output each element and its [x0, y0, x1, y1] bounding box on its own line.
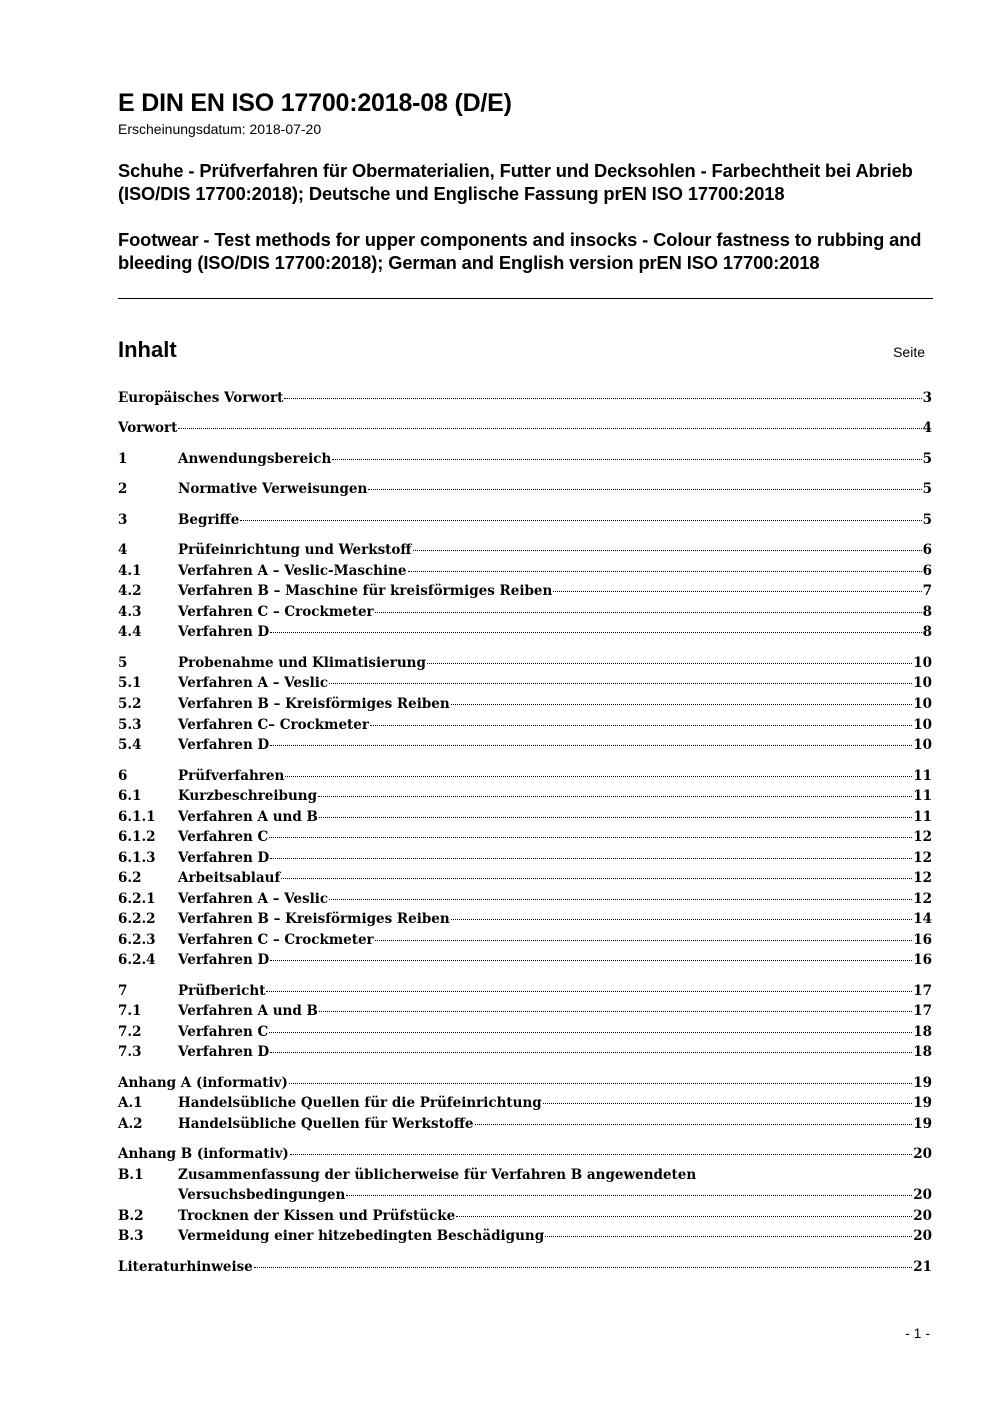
toc-leader-dots: [318, 796, 912, 797]
toc-leader-dots: [451, 704, 913, 705]
toc-leader-dots: [289, 1083, 912, 1084]
toc-entry-page: 12: [913, 829, 932, 845]
toc-entry-title: Verfahren A und B: [178, 809, 318, 825]
toc-leader-dots: [329, 683, 912, 684]
document-id: E DIN EN ISO 17700:2018-08 (D/E): [118, 89, 512, 117]
toc-leader-dots: [368, 489, 921, 490]
toc-entry-page: 10: [913, 655, 932, 671]
toc-entry[interactable]: [118, 768, 932, 788]
toc-leader-dots: [475, 1124, 913, 1125]
toc-leader-dots: [290, 1154, 912, 1155]
toc-entry-page: 3: [922, 390, 932, 406]
toc-entry-page: 16: [913, 932, 932, 948]
toc-entry-title: Anhang B (informativ): [118, 1146, 289, 1162]
toc-leader-dots: [178, 428, 921, 429]
toc-entry-number: 5.4: [118, 737, 142, 753]
toc-entry-page: 11: [913, 809, 932, 825]
toc-entry-page: 17: [913, 983, 932, 999]
toc-entry-page: 18: [913, 1044, 932, 1060]
toc-leader-dots: [269, 1032, 912, 1033]
toc-entry[interactable]: [118, 717, 932, 737]
toc-entry-page: 20: [913, 1228, 932, 1244]
toc-leader-dots: [240, 520, 921, 521]
toc-entry-number: 4: [118, 542, 128, 558]
toc-entry-number: 4.3: [118, 604, 142, 620]
toc-leader-dots: [545, 1236, 912, 1237]
toc-entry-title: Verfahren C: [178, 829, 269, 845]
toc-entry[interactable]: [118, 1044, 932, 1064]
toc-entry-page: 18: [913, 1024, 932, 1040]
toc-entry-number: 1: [118, 451, 128, 467]
toc-entry-page: 21: [913, 1259, 932, 1275]
toc-entry-title: Handelsübliche Quellen für die Prüfeinrichtung: [178, 1095, 542, 1111]
toc-entry-title: Kurzbeschreibung: [178, 788, 318, 804]
toc-entry[interactable]: [118, 481, 932, 501]
toc-entry-title: Probenahme und Klimatisierung: [178, 655, 426, 671]
toc-entry-page: 5: [922, 451, 932, 467]
toc-leader-dots: [284, 398, 921, 399]
toc-entry-page: 8: [922, 624, 932, 640]
toc-entry[interactable]: [118, 1116, 932, 1136]
toc-entry[interactable]: [118, 1167, 932, 1187]
toc-entry-title: Prüfbericht: [178, 983, 266, 999]
toc-leader-dots: [375, 612, 922, 613]
toc-entry-page: 16: [913, 952, 932, 968]
toc-leader-dots: [370, 725, 912, 726]
toc-leader-dots: [427, 663, 912, 664]
toc-entry-number: 2: [118, 481, 128, 497]
toc-entry[interactable]: [118, 891, 932, 911]
toc-leader-dots: [270, 858, 912, 859]
toc-entry-page: 20: [913, 1146, 932, 1162]
toc-entry-title: Europäisches Vorwort: [118, 390, 284, 406]
toc-entry-number: B.1: [118, 1167, 144, 1183]
toc-entry[interactable]: [118, 932, 932, 952]
toc-entry[interactable]: [118, 624, 932, 644]
toc-leader-dots: [281, 878, 912, 879]
toc-entry-title: Verfahren A – Veslic: [178, 891, 329, 907]
toc-entry-number: A.2: [118, 1116, 143, 1132]
toc-entry-title: Verfahren C: [178, 1024, 269, 1040]
toc-entry-page: 12: [913, 891, 932, 907]
toc-entry[interactable]: [118, 983, 932, 1003]
toc-entry-number: 3: [118, 512, 128, 528]
toc-entry[interactable]: [118, 451, 932, 471]
toc-entry[interactable]: [118, 809, 932, 829]
toc-entry[interactable]: [118, 1003, 932, 1023]
toc-entry-page: 11: [913, 788, 932, 804]
toc-entry[interactable]: [118, 542, 932, 562]
toc-entry[interactable]: [118, 1095, 932, 1115]
toc-leader-dots: [346, 1195, 912, 1196]
toc-entry-title: Verfahren D: [178, 952, 270, 968]
title-english: Footwear - Test methods for upper components and insocks - Colour fastness to rubbing and bleeding (ISO/DIS 17700:2018); German and English version prEN ISO 17700:2018: [118, 229, 922, 273]
toc-entry[interactable]: [118, 788, 932, 808]
toc-entry-page: 12: [913, 850, 932, 866]
toc-leader-dots: [375, 940, 913, 941]
toc-entry-page: 19: [913, 1095, 932, 1111]
toc-leader-dots: [254, 1267, 912, 1268]
toc-entry[interactable]: [118, 1075, 932, 1095]
toc-entry-number: 7.1: [118, 1003, 142, 1019]
toc-entry-number: 5: [118, 655, 128, 671]
toc-entry-title: Verfahren B – Kreisförmiges Reiben: [178, 696, 450, 712]
toc-entry-number: 6.2.3: [118, 932, 156, 948]
toc-entry-page: 12: [913, 870, 932, 886]
toc-entry[interactable]: [118, 512, 932, 532]
toc-entry-title: Prüfverfahren: [178, 768, 285, 784]
toc-leader-dots: [329, 899, 912, 900]
toc-entry-number: 6.2: [118, 870, 142, 886]
toc-entry-title: Verfahren C– Crockmeter: [178, 717, 369, 733]
toc-entry-title: Verfahren B – Maschine für kreisförmiges Reiben: [178, 583, 553, 599]
toc-entry-number: 6.1.1: [118, 809, 156, 825]
toc-entry-title: Verfahren D: [178, 624, 270, 640]
toc-leader-dots: [543, 1103, 912, 1104]
toc-entry[interactable]: [118, 1228, 932, 1248]
toc-entry-page: 5: [922, 481, 932, 497]
toc-entry[interactable]: [118, 583, 932, 603]
toc-entry-title: Verfahren B – Kreisförmiges Reiben: [178, 911, 450, 927]
toc-entry-title: Vorwort: [118, 420, 178, 436]
toc-entry-title: Verfahren C – Crockmeter: [178, 604, 374, 620]
toc-entry-title: Verfahren A – Veslic-Maschine: [178, 563, 407, 579]
toc-entry-number: 5.2: [118, 696, 142, 712]
toc-entry-title-continued: Versuchsbedingungen: [178, 1187, 346, 1203]
toc-entry-number: 7.2: [118, 1024, 142, 1040]
toc-entry-number: B.2: [118, 1208, 144, 1224]
toc-entry-page: 11: [913, 768, 932, 784]
toc-entry-page: 20: [913, 1208, 932, 1224]
toc-entry[interactable]: [118, 390, 932, 410]
toc-leader-dots: [266, 991, 912, 992]
toc-entry-title: Literaturhinweise: [118, 1259, 253, 1275]
toc-leader-dots: [451, 919, 913, 920]
publication-date: Erscheinungsdatum: 2018-07-20: [118, 121, 322, 137]
toc-entry[interactable]: [118, 655, 932, 675]
toc-leader-dots: [270, 1052, 912, 1053]
toc-leader-dots: [319, 1011, 912, 1012]
toc-entry-title: Normative Verweisungen: [178, 481, 368, 497]
toc-entry[interactable]: [118, 1259, 932, 1279]
toc-entry-title: Verfahren C – Crockmeter: [178, 932, 374, 948]
toc-entry-page: 10: [913, 696, 932, 712]
toc-entry-page: 7: [922, 583, 932, 599]
toc-entry-page: 10: [913, 675, 932, 691]
toc-entry-page: 4: [922, 420, 932, 436]
toc-leader-dots: [553, 591, 921, 592]
toc-entry[interactable]: [118, 1024, 932, 1044]
toc-entry-title: Verfahren D: [178, 1044, 270, 1060]
toc-entry-page: 8: [922, 604, 932, 620]
toc-entry-number: 6.2.2: [118, 911, 156, 927]
toc-entry-number: 6.1: [118, 788, 142, 804]
toc-entry-page: 19: [913, 1116, 932, 1132]
page-number: - 1 -: [905, 1325, 930, 1341]
toc-leader-dots: [269, 837, 912, 838]
toc-entry-continuation[interactable]: [118, 1187, 932, 1207]
toc-leader-dots: [270, 960, 912, 961]
toc-entry-number: 5.1: [118, 675, 142, 691]
toc-leader-dots: [332, 459, 921, 460]
toc-entry-title: Verfahren A – Veslic: [178, 675, 329, 691]
toc-page-column-label: Seite: [893, 344, 925, 360]
toc-entry-title: Verfahren A und B: [178, 1003, 318, 1019]
toc-entry-number: B.3: [118, 1228, 144, 1244]
toc-entry[interactable]: [118, 952, 932, 972]
toc-entry-number: 4.1: [118, 563, 142, 579]
toc-leader-dots: [456, 1216, 912, 1217]
toc-entry-page: 6: [922, 563, 932, 579]
toc-entry-page: 14: [913, 911, 932, 927]
toc-entry-page: 17: [913, 1003, 932, 1019]
toc-entry-title: Vermeidung einer hitzebedingten Beschädigung: [178, 1228, 545, 1244]
toc-leader-dots: [408, 571, 922, 572]
toc-entry-number: 6: [118, 768, 128, 784]
toc-entry-title: Zusammenfassung der üblicherweise für Verfahren B angewendeten: [178, 1167, 697, 1183]
toc-entry-page: 19: [913, 1075, 932, 1091]
toc-leader-dots: [285, 776, 912, 777]
toc-entry[interactable]: [118, 870, 932, 890]
toc-entry-page: 10: [913, 717, 932, 733]
toc-entry-number: 6.1.3: [118, 850, 156, 866]
toc-entry-number: 5.3: [118, 717, 142, 733]
toc-entry-number: 7: [118, 983, 128, 999]
toc-entry-title: Verfahren D: [178, 850, 270, 866]
toc-entry[interactable]: [118, 675, 932, 695]
toc-entry-title: Prüfeinrichtung und Werkstoff: [178, 542, 412, 558]
toc-entry[interactable]: [118, 563, 932, 583]
toc-entry-number: 7.3: [118, 1044, 142, 1060]
toc-entry-number: 4.2: [118, 583, 142, 599]
toc-entry-title: Handelsübliche Quellen für Werkstoffe: [178, 1116, 474, 1132]
toc-entry-title: Anhang A (informativ): [118, 1075, 288, 1091]
toc-entry-title: Verfahren D: [178, 737, 270, 753]
toc-entry[interactable]: [118, 420, 932, 440]
toc-entry-number: 4.4: [118, 624, 142, 640]
toc-entry-title: Begriffe: [178, 512, 240, 528]
toc-entry-number: 6.1.2: [118, 829, 156, 845]
toc-entry[interactable]: [118, 737, 932, 757]
toc-entry-title: Anwendungsbereich: [178, 451, 332, 467]
toc-entry-title: Arbeitsablauf: [178, 870, 281, 886]
toc-leader-dots: [270, 632, 921, 633]
toc-entry[interactable]: [118, 696, 932, 716]
toc-leader-dots: [413, 550, 922, 551]
toc-entry[interactable]: [118, 911, 932, 931]
toc-entry-page: 10: [913, 737, 932, 753]
toc-entry-page: 6: [922, 542, 932, 558]
toc-entry-page: 5: [922, 512, 932, 528]
toc-entry-title: Trocknen der Kissen und Prüfstücke: [178, 1208, 456, 1224]
toc-entry[interactable]: [118, 604, 932, 624]
toc-leader-dots: [319, 817, 912, 818]
toc-entry[interactable]: [118, 1208, 932, 1228]
toc-entry[interactable]: [118, 1146, 932, 1166]
toc-entry-number: 6.2.4: [118, 952, 156, 968]
header-divider: [118, 298, 933, 299]
title-german: Schuhe - Prüfverfahren für Obermaterialien, Futter und Decksohlen - Farbechtheit bei Abrieb (ISO/DIS 17700:2018); Deutsche und Englische Fassung prEN ISO 17700:2018: [118, 160, 913, 204]
toc-leader-dots: [270, 745, 912, 746]
toc-heading: Inhalt: [118, 337, 177, 362]
toc-entry-number: A.1: [118, 1095, 143, 1111]
toc-entry-number: 6.2.1: [118, 891, 156, 907]
toc-entry-page: 20: [913, 1187, 932, 1203]
toc-entry[interactable]: [118, 850, 932, 870]
toc-entry[interactable]: [118, 829, 932, 849]
